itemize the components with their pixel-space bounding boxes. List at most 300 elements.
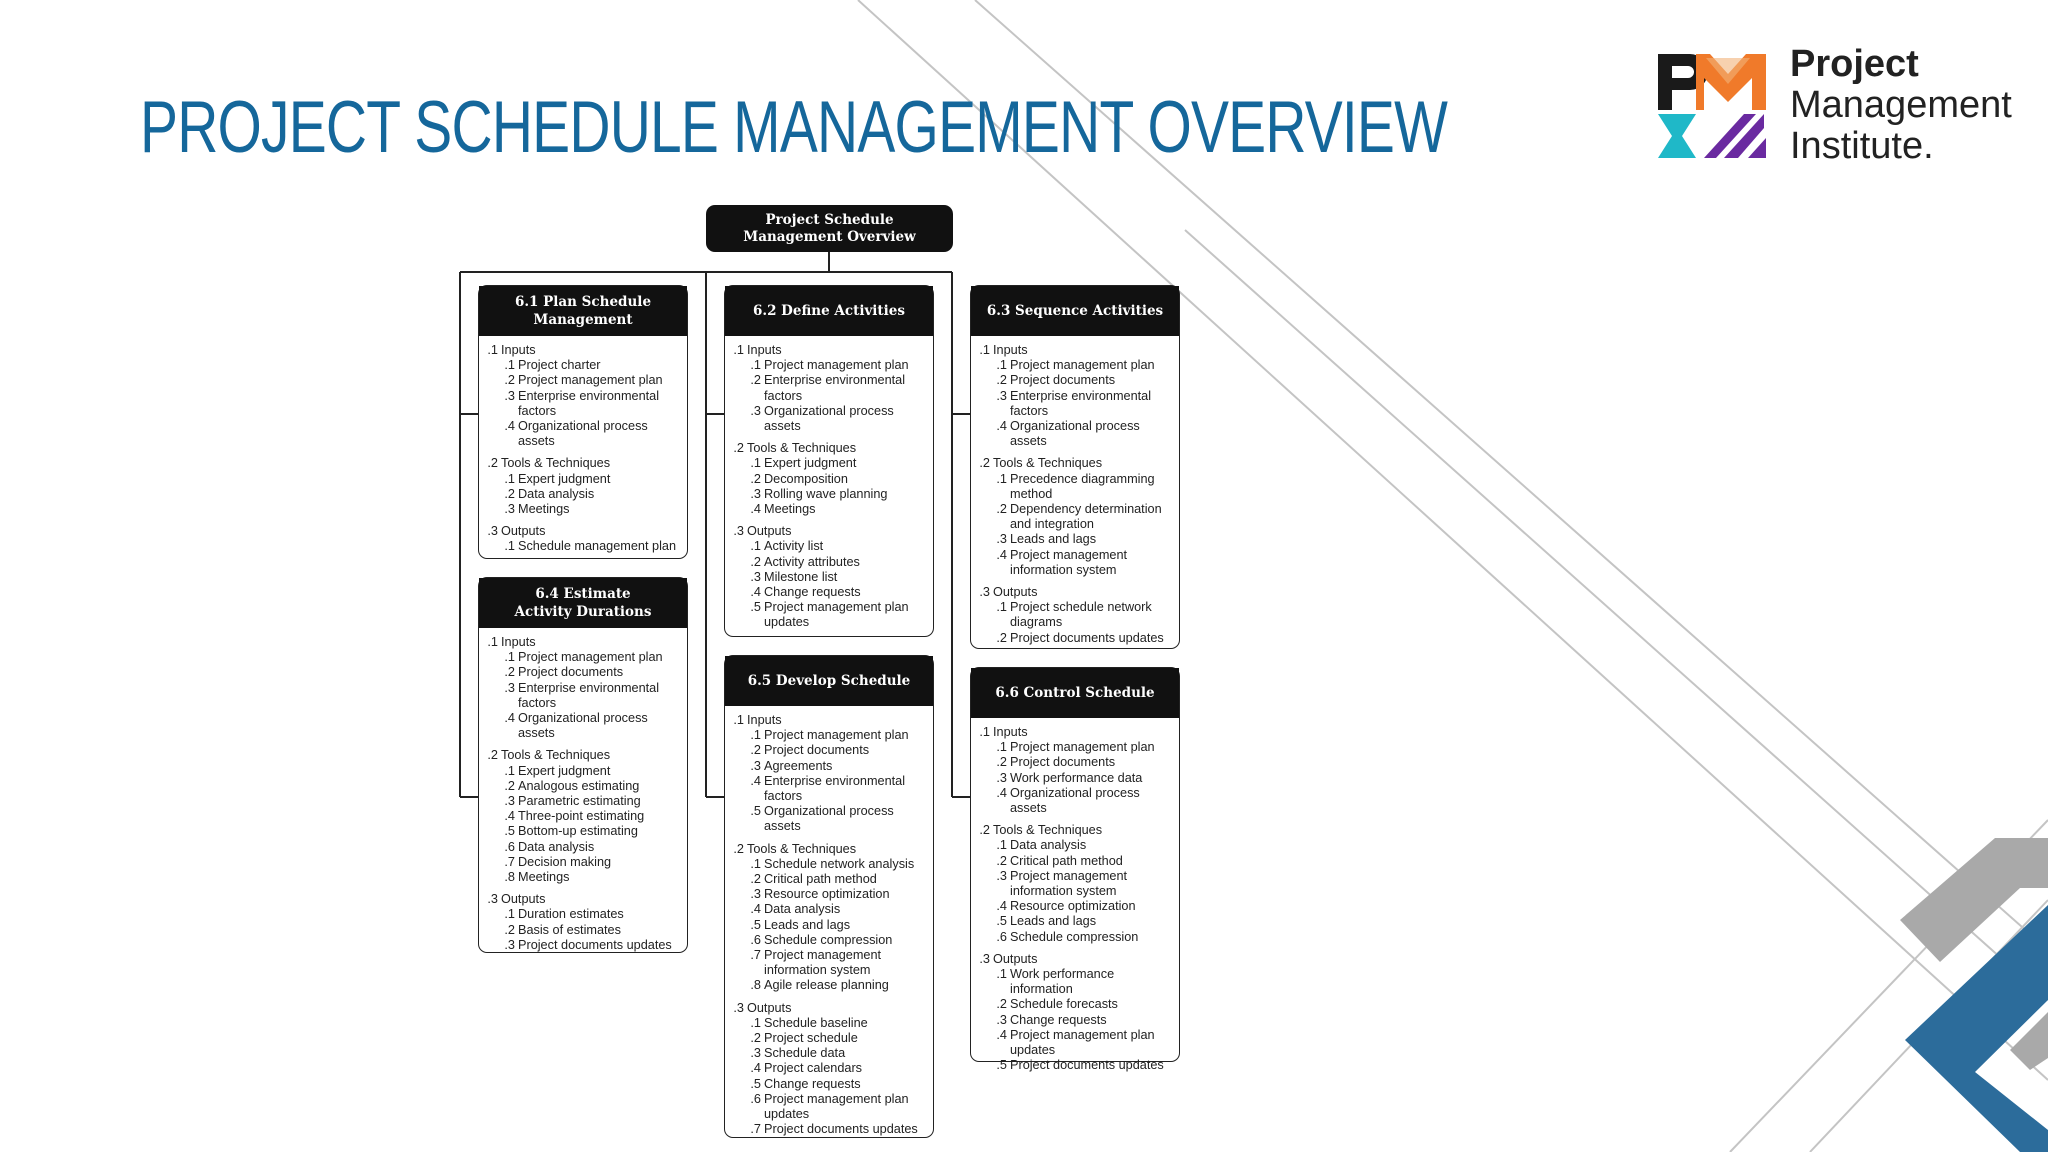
item-number: .5 xyxy=(750,917,761,932)
item-text-line: Schedule compression xyxy=(764,932,893,947)
item-number: .1 xyxy=(996,471,1007,486)
item-text-line: factors xyxy=(764,789,803,804)
item-text xyxy=(518,681,683,711)
root-title-line-1: Project Schedule xyxy=(765,211,894,228)
process-box-6-5 xyxy=(724,655,934,1138)
list-item xyxy=(731,404,929,434)
list-item xyxy=(977,373,1175,388)
item-text xyxy=(764,1061,929,1076)
group-number: .3 xyxy=(979,951,990,966)
item-text-line: Parametric estimating xyxy=(518,794,641,809)
list-item xyxy=(977,472,1175,502)
item-text-line: Data analysis xyxy=(518,486,595,501)
item-number: .2 xyxy=(996,755,1007,770)
group-heading xyxy=(485,456,683,471)
item-text xyxy=(764,502,929,517)
group-heading xyxy=(485,343,683,358)
item-number: .4 xyxy=(996,419,1007,434)
item-text-line: information system xyxy=(1010,562,1117,577)
group-heading xyxy=(977,585,1175,600)
list-item xyxy=(731,1016,929,1031)
item-text-line: factors xyxy=(1010,403,1049,418)
item-number: .3 xyxy=(750,1046,761,1061)
group-label: Outputs xyxy=(993,951,1038,966)
logo-line-3: Institute. xyxy=(1790,125,1934,167)
list-item xyxy=(485,681,683,711)
item-text xyxy=(764,887,929,902)
item-text-line: Project documents xyxy=(1010,373,1116,388)
item-number: .3 xyxy=(996,388,1007,403)
item-text xyxy=(764,857,929,872)
item-text-line: Project schedule xyxy=(764,1031,858,1046)
list-item xyxy=(485,840,683,855)
item-text xyxy=(518,358,683,373)
item-text-line: Project management plan xyxy=(764,1091,909,1106)
list-item xyxy=(977,740,1175,755)
item-text-line: Project documents xyxy=(764,743,870,758)
item-number: .4 xyxy=(996,547,1007,562)
item-text xyxy=(518,923,683,938)
list-item xyxy=(485,923,683,938)
process-group xyxy=(731,441,929,517)
item-text-line: Leads and lags xyxy=(1010,914,1097,929)
list-item xyxy=(731,933,929,948)
item-number: .6 xyxy=(996,929,1007,944)
item-text xyxy=(1010,532,1175,547)
group-heading xyxy=(977,952,1175,967)
item-text xyxy=(518,907,683,922)
item-number: .2 xyxy=(504,922,515,937)
group-heading xyxy=(731,842,929,857)
item-text xyxy=(764,774,929,804)
process-title-line: 6.1 Plan Schedule xyxy=(514,294,652,310)
item-text xyxy=(518,794,683,809)
item-text-line: updates xyxy=(764,615,810,630)
item-number: .4 xyxy=(504,419,515,434)
group-label: Outputs xyxy=(501,524,546,539)
list-item xyxy=(977,631,1175,646)
process-group xyxy=(977,952,1175,1074)
item-text xyxy=(518,502,683,517)
group-number: .3 xyxy=(733,524,744,539)
item-text xyxy=(764,743,929,758)
process-body xyxy=(971,336,1179,657)
item-text xyxy=(1010,854,1175,869)
item-text-line: diagrams xyxy=(1010,615,1063,630)
item-text xyxy=(518,809,683,824)
item-text xyxy=(1010,740,1175,755)
item-number: .5 xyxy=(996,1058,1007,1073)
item-number: .5 xyxy=(504,824,515,839)
item-number: .1 xyxy=(996,358,1007,373)
item-text xyxy=(764,1077,929,1092)
list-item xyxy=(731,759,929,774)
group-label: Outputs xyxy=(501,892,546,907)
process-title-line: Management xyxy=(533,312,633,328)
process-title-line: 6.4 Estimate xyxy=(535,586,631,602)
process-group xyxy=(977,585,1175,646)
list-item xyxy=(977,854,1175,869)
item-text xyxy=(764,902,929,917)
item-number: .1 xyxy=(504,650,515,665)
item-text xyxy=(764,872,929,887)
process-title xyxy=(725,656,933,706)
item-number: .4 xyxy=(750,1061,761,1076)
list-item xyxy=(485,711,683,741)
item-text-line: Schedule compression xyxy=(1010,929,1139,944)
item-text xyxy=(518,665,683,680)
item-number: .1 xyxy=(996,838,1007,853)
item-text-line: Project management xyxy=(764,948,882,963)
item-number: .3 xyxy=(996,532,1007,547)
item-number: .2 xyxy=(504,486,515,501)
item-text xyxy=(518,711,683,741)
process-group xyxy=(485,892,683,953)
process-group xyxy=(485,635,683,741)
item-text xyxy=(764,728,929,743)
process-body xyxy=(725,336,933,642)
list-item xyxy=(485,824,683,839)
list-item xyxy=(485,870,683,885)
process-title xyxy=(479,286,687,336)
item-text xyxy=(764,933,929,948)
item-text-line: Expert judgment xyxy=(518,763,611,778)
item-text-line: information system xyxy=(1010,884,1117,899)
item-number: .2 xyxy=(996,502,1007,517)
item-text-line: Project documents updates xyxy=(518,937,672,952)
item-text xyxy=(764,804,929,834)
list-item xyxy=(977,771,1175,786)
list-item xyxy=(977,1028,1175,1058)
group-label: Outputs xyxy=(747,1000,792,1015)
item-number: .1 xyxy=(996,600,1007,615)
list-item xyxy=(485,373,683,388)
item-number: .1 xyxy=(750,1015,761,1030)
item-text-line: Decomposition xyxy=(764,471,848,486)
item-text-line: Organizational process assets xyxy=(764,804,894,834)
item-text-line: Project calendars xyxy=(764,1061,863,1076)
group-label: Inputs xyxy=(747,343,782,357)
item-number: .7 xyxy=(750,948,761,963)
item-number: .4 xyxy=(996,899,1007,914)
item-number: .3 xyxy=(504,794,515,809)
item-number: .1 xyxy=(750,358,761,373)
process-group xyxy=(977,343,1175,449)
process-title-line: 6.5 Develop Schedule xyxy=(747,673,911,689)
item-text-line: Schedule forecasts xyxy=(1010,997,1118,1012)
item-text xyxy=(764,600,929,630)
item-number: .5 xyxy=(750,600,761,615)
item-number: .4 xyxy=(750,902,761,917)
item-number: .2 xyxy=(750,1031,761,1046)
process-body xyxy=(725,706,933,1148)
process-group xyxy=(731,524,929,630)
item-text-line: Schedule network analysis xyxy=(764,856,915,871)
item-text-line: Project management plan xyxy=(764,600,909,615)
item-number: .1 xyxy=(504,358,515,373)
item-text xyxy=(1010,389,1175,419)
process-group xyxy=(485,748,683,885)
group-number: .1 xyxy=(979,725,990,739)
item-number: .3 xyxy=(750,758,761,773)
item-text-line: Project documents updates xyxy=(1010,1058,1164,1073)
item-number: .3 xyxy=(750,569,761,584)
item-text xyxy=(1010,1013,1175,1028)
item-text-line: Change requests xyxy=(764,585,861,600)
item-number: .2 xyxy=(750,471,761,486)
group-number: .1 xyxy=(733,713,744,727)
process-group xyxy=(731,1001,929,1138)
item-text xyxy=(518,373,683,388)
item-text-line: Dependency determination xyxy=(1010,502,1162,517)
group-heading xyxy=(977,725,1175,740)
group-number: .1 xyxy=(487,635,498,649)
list-item xyxy=(731,1046,929,1061)
item-number: .7 xyxy=(504,854,515,869)
group-heading xyxy=(485,892,683,907)
item-text xyxy=(1010,786,1175,816)
item-number: .2 xyxy=(750,554,761,569)
process-group xyxy=(977,823,1175,945)
item-text xyxy=(518,389,683,419)
item-text xyxy=(1010,502,1175,532)
item-text xyxy=(764,472,929,487)
item-text xyxy=(764,1092,929,1122)
list-item xyxy=(731,1122,929,1137)
page-title: PROJECT SCHEDULE MANAGEMENT OVERVIEW xyxy=(140,87,1448,168)
item-number: .2 xyxy=(996,997,1007,1012)
item-text-line: factors xyxy=(518,403,557,418)
item-text-line: Agile release planning xyxy=(764,978,889,993)
list-item xyxy=(977,532,1175,547)
item-text xyxy=(764,539,929,554)
item-text xyxy=(764,456,929,471)
list-item xyxy=(731,887,929,902)
group-label: Inputs xyxy=(501,343,536,357)
item-number: .4 xyxy=(750,585,761,600)
group-label: Inputs xyxy=(501,635,536,649)
item-number: .3 xyxy=(996,868,1007,883)
list-item xyxy=(731,373,929,403)
item-number: .1 xyxy=(750,539,761,554)
group-number: .1 xyxy=(979,343,990,357)
item-number: .3 xyxy=(504,502,515,517)
group-number: .3 xyxy=(487,524,498,539)
list-item xyxy=(731,600,929,630)
item-text-line: Leads and lags xyxy=(1010,532,1097,547)
list-item xyxy=(731,1061,929,1076)
item-text-line: Schedule baseline xyxy=(764,1015,868,1030)
item-text-line: Change requests xyxy=(1010,1012,1107,1027)
item-text xyxy=(1010,997,1175,1012)
item-number: .2 xyxy=(504,665,515,680)
item-text xyxy=(764,948,929,978)
group-heading xyxy=(731,441,929,456)
root-title-line-2: Management Overview xyxy=(743,228,916,245)
process-group xyxy=(977,725,1175,816)
item-text-line: Data analysis xyxy=(764,902,841,917)
item-text-line: Bottom-up estimating xyxy=(518,824,638,839)
list-item xyxy=(731,728,929,743)
item-text xyxy=(1010,967,1175,997)
item-text xyxy=(764,404,929,434)
item-text xyxy=(764,1031,929,1046)
list-item xyxy=(485,938,683,953)
item-text xyxy=(764,487,929,502)
item-text-line: Project schedule network xyxy=(1010,600,1152,615)
item-text xyxy=(518,840,683,855)
item-text xyxy=(764,585,929,600)
list-item xyxy=(485,502,683,517)
item-text xyxy=(518,938,683,953)
item-text-line: Change requests xyxy=(764,1076,861,1091)
list-item xyxy=(731,1031,929,1046)
list-item xyxy=(731,570,929,585)
item-text xyxy=(1010,358,1175,373)
item-number: .6 xyxy=(750,932,761,947)
item-text xyxy=(518,487,683,502)
item-text-line: Basis of estimates xyxy=(518,922,621,937)
item-text xyxy=(764,1046,929,1061)
item-text-line: Meetings xyxy=(518,870,570,885)
list-item xyxy=(731,555,929,570)
item-text xyxy=(1010,548,1175,578)
item-text-line: Activity attributes xyxy=(764,554,860,569)
group-heading xyxy=(731,1001,929,1016)
group-label: Tools & Techniques xyxy=(747,441,857,456)
item-text xyxy=(1010,838,1175,853)
item-number: .1 xyxy=(504,539,515,554)
group-number: .1 xyxy=(487,343,498,357)
list-item xyxy=(731,472,929,487)
list-item xyxy=(731,358,929,373)
item-text xyxy=(1010,1058,1175,1073)
item-number: .2 xyxy=(750,743,761,758)
group-label: Tools & Techniques xyxy=(993,823,1103,838)
list-item xyxy=(977,786,1175,816)
item-text-line: Decision making xyxy=(518,854,612,869)
item-number: .7 xyxy=(750,1122,761,1137)
item-number: .2 xyxy=(996,630,1007,645)
list-item xyxy=(977,838,1175,853)
item-text-line: Schedule data xyxy=(764,1046,846,1061)
list-item xyxy=(977,1013,1175,1028)
group-number: .1 xyxy=(733,343,744,357)
item-text-line: Analogous estimating xyxy=(518,778,640,793)
process-title xyxy=(971,286,1179,336)
group-label: Inputs xyxy=(747,713,782,727)
list-item xyxy=(731,774,929,804)
process-group xyxy=(485,524,683,554)
item-text-line: Rolling wave planning xyxy=(764,486,888,501)
process-title-line: 6.2 Define Activities xyxy=(753,303,905,319)
item-number: .1 xyxy=(504,907,515,922)
item-text-line: factors xyxy=(764,388,803,403)
item-number: .4 xyxy=(504,809,515,824)
list-item xyxy=(485,794,683,809)
item-number: .4 xyxy=(996,1027,1007,1042)
group-label: Tools & Techniques xyxy=(501,748,611,763)
item-text-line: Expert judgment xyxy=(518,471,611,486)
list-item xyxy=(485,907,683,922)
process-title-line: Activity Durations xyxy=(514,604,652,620)
list-item xyxy=(485,650,683,665)
process-box-6-3 xyxy=(970,285,1180,649)
group-number: .3 xyxy=(487,892,498,907)
list-item xyxy=(977,997,1175,1012)
item-text-line: Organizational process assets xyxy=(518,419,648,449)
list-item xyxy=(731,978,929,993)
item-text-line: Data analysis xyxy=(518,839,595,854)
group-label: Tools & Techniques xyxy=(501,456,611,471)
process-box-6-2 xyxy=(724,285,934,637)
item-text-line: Data analysis xyxy=(1010,838,1087,853)
item-text xyxy=(764,555,929,570)
item-text-line: Leads and lags xyxy=(764,917,851,932)
item-number: .2 xyxy=(750,872,761,887)
item-text-line: Meetings xyxy=(518,502,570,517)
list-item xyxy=(977,358,1175,373)
item-text-line: Organizational process assets xyxy=(518,711,648,741)
item-number: .2 xyxy=(504,778,515,793)
list-item xyxy=(977,869,1175,899)
list-item xyxy=(977,502,1175,532)
list-item xyxy=(977,419,1175,449)
group-label: Tools & Techniques xyxy=(993,456,1103,471)
item-text-line: Project documents xyxy=(1010,755,1116,770)
item-text xyxy=(1010,869,1175,899)
list-item xyxy=(485,539,683,554)
list-item xyxy=(731,857,929,872)
group-number: .3 xyxy=(979,585,990,600)
list-item xyxy=(977,930,1175,945)
list-item xyxy=(485,764,683,779)
list-item xyxy=(485,779,683,794)
item-text-line: Work performance data xyxy=(1010,770,1143,785)
item-text-line: Milestone list xyxy=(764,569,838,584)
item-text xyxy=(518,855,683,870)
list-item xyxy=(977,389,1175,419)
process-body xyxy=(479,628,687,964)
list-item xyxy=(977,967,1175,997)
item-text-line: Project documents updates xyxy=(764,1122,918,1137)
item-text xyxy=(764,759,929,774)
item-text-line: Project documents updates xyxy=(1010,630,1164,645)
item-number: .2 xyxy=(750,373,761,388)
item-text xyxy=(1010,600,1175,630)
item-text-line: Project management plan xyxy=(1010,1027,1155,1042)
item-text-line: Organizational process assets xyxy=(1010,785,1140,816)
item-number: .1 xyxy=(750,856,761,871)
item-number: .3 xyxy=(750,486,761,501)
item-text xyxy=(518,824,683,839)
item-text-line: and integration xyxy=(1010,517,1094,532)
item-number: .5 xyxy=(996,914,1007,929)
item-number: .5 xyxy=(750,1076,761,1091)
list-item xyxy=(731,585,929,600)
item-text-line: Resource optimization xyxy=(1010,899,1136,914)
list-item xyxy=(731,743,929,758)
item-text-line: Project documents xyxy=(518,665,624,680)
item-number: .1 xyxy=(750,728,761,743)
item-text xyxy=(1010,1028,1175,1058)
item-text xyxy=(1010,755,1175,770)
process-title-line: 6.3 Sequence Activities xyxy=(986,303,1164,319)
item-text-line: Organizational process assets xyxy=(1010,419,1140,449)
item-text xyxy=(518,650,683,665)
item-text xyxy=(764,373,929,403)
item-text-line: Meetings xyxy=(764,502,816,517)
